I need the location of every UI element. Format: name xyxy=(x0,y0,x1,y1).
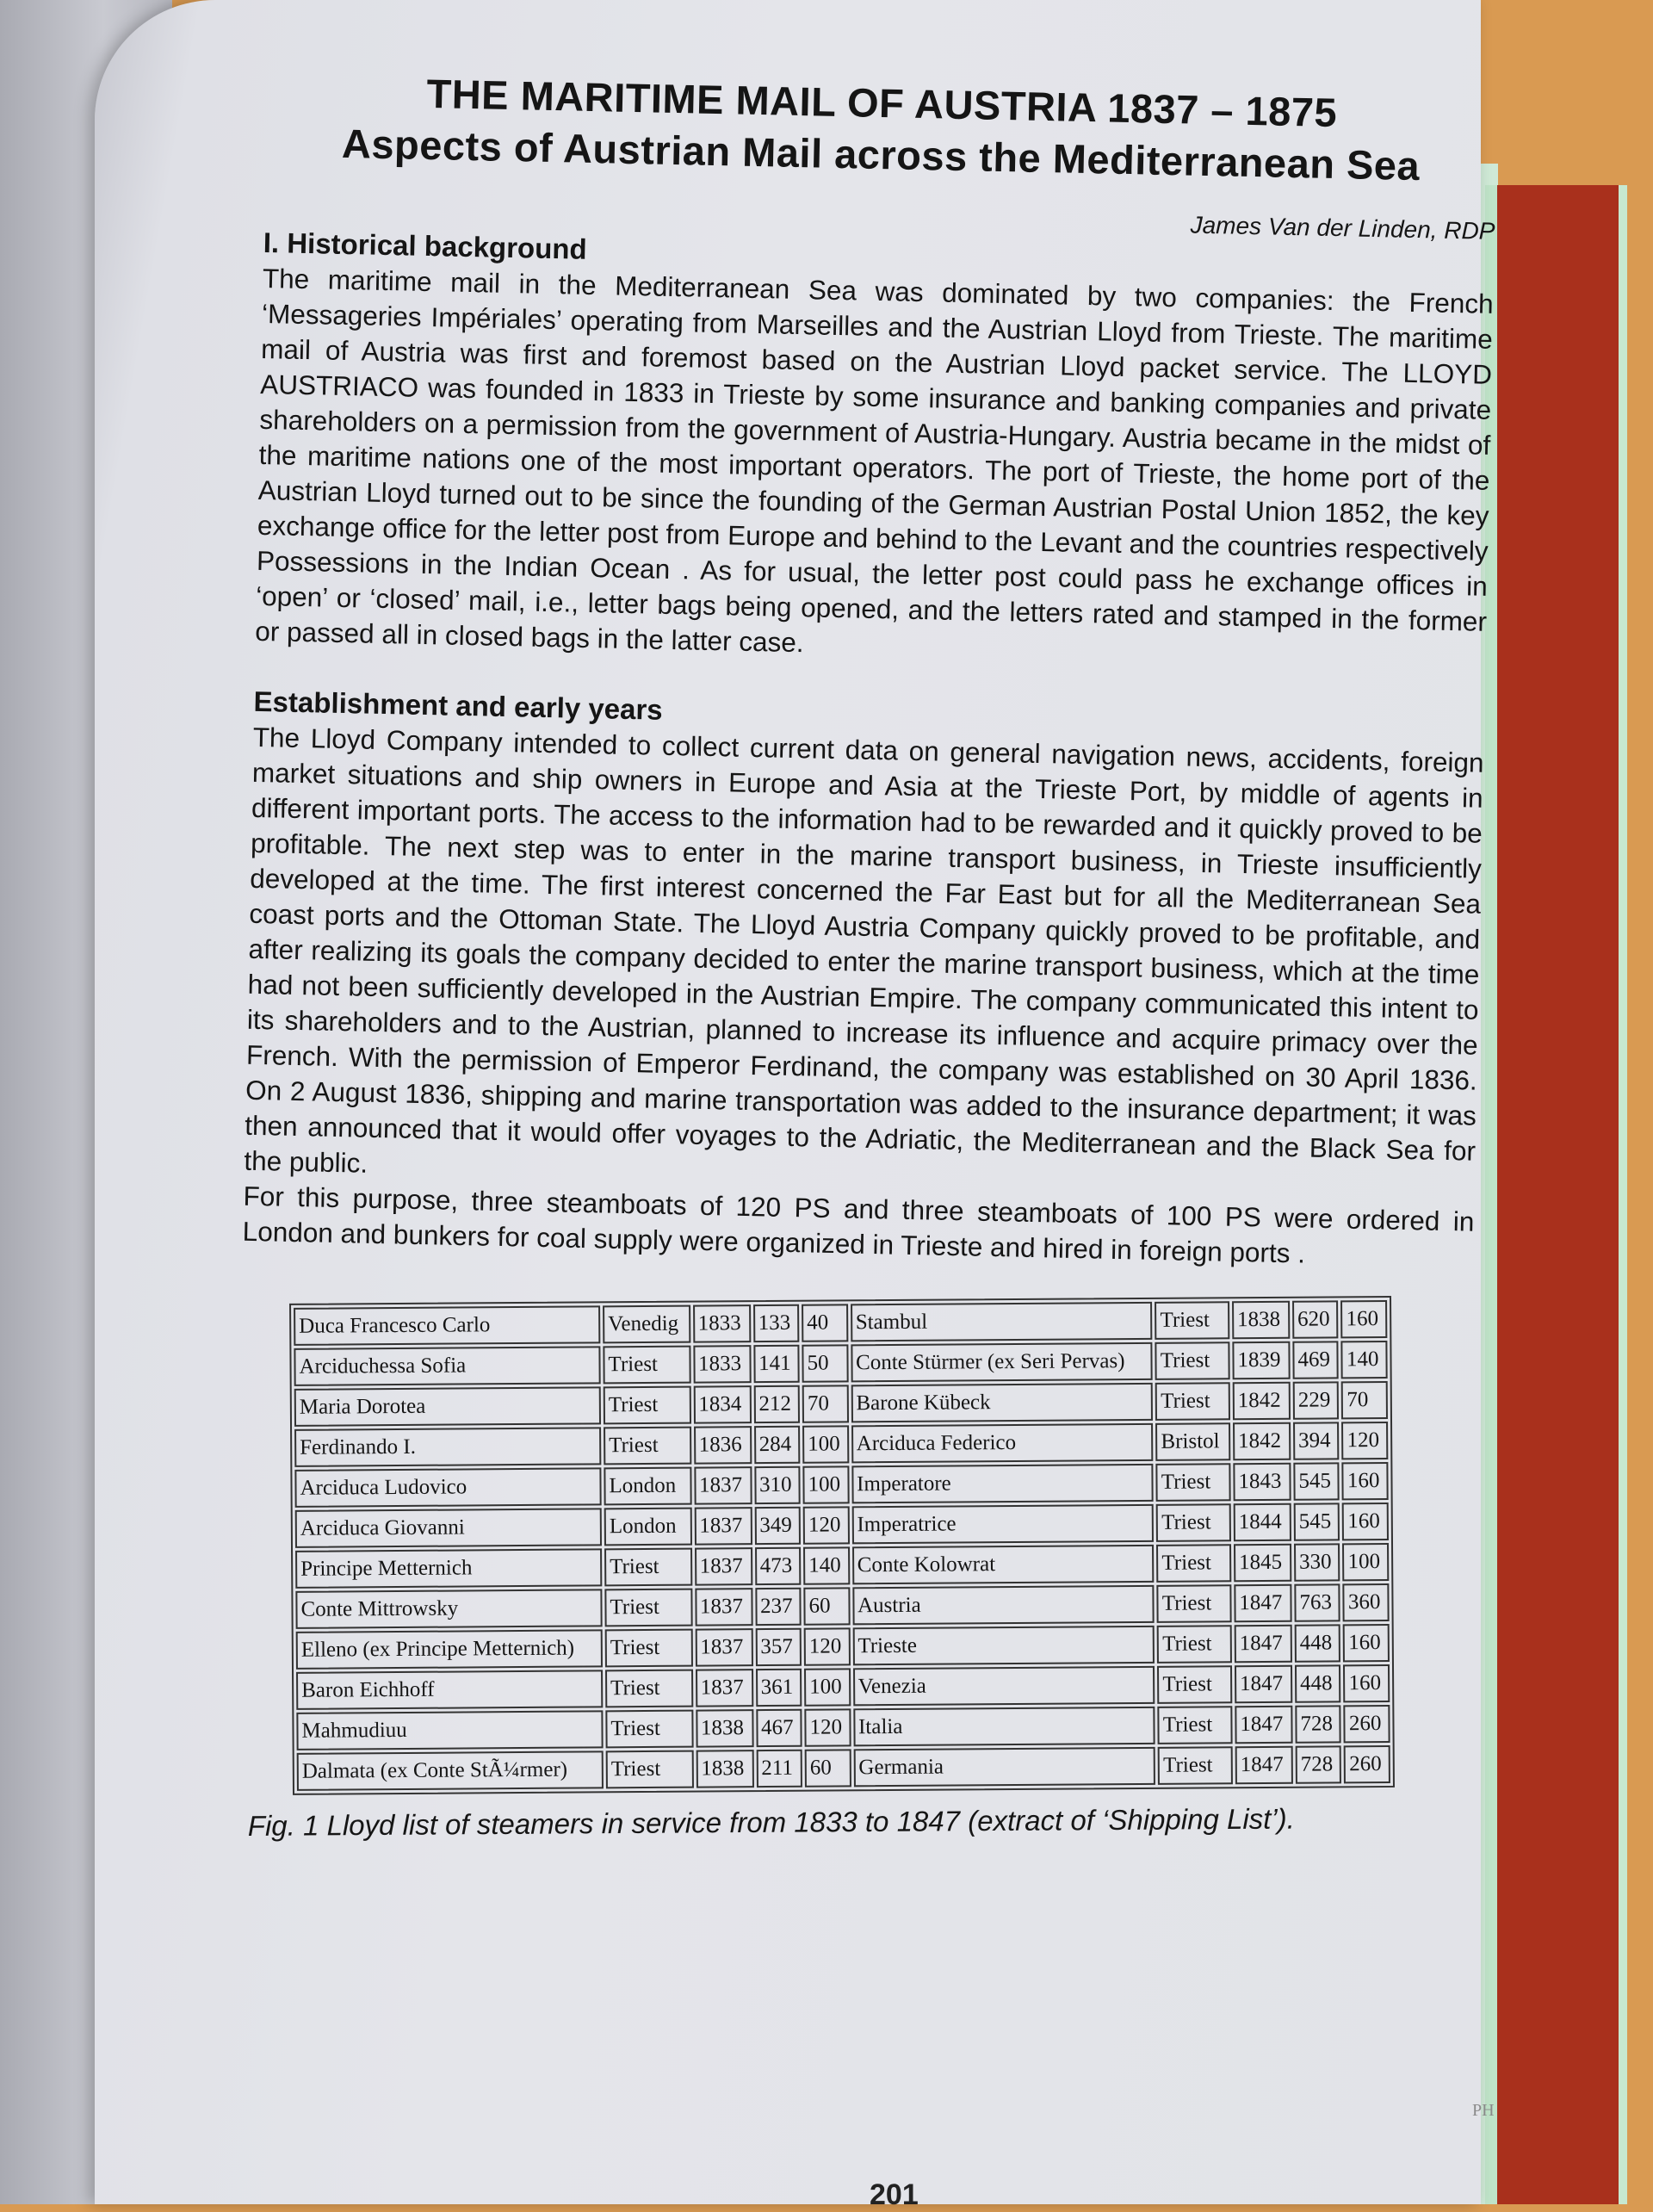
ship-origin-cell: Triest xyxy=(1157,1584,1232,1623)
section-heading-historical: I. Historical background xyxy=(263,226,588,265)
ship-name-cell: Dalmata (ex Conte StÃ¼rmer) xyxy=(297,1750,604,1790)
paragraph-establishment: The Lloyd Company intended to collect current data on general navigation news, accidents, foreign market situations and ship owners in Europe and Asia at the Trieste Port, by middle of agents in different important ports. The access to the information had to be rewarded and it quickly proved to be profitable. The next step was to enter in the marine transport business, in Trieste insufficiently developed at the time. The first interest concerned the Far East but for all the Mediterranean Sea coast ports and the Ottoman State. The Lloyd Austria Company quickly proved to be profitable, and after realizing its goals the company decided to enter the marine transport business, which at the time had not been sufficiently developed in the Austrian Empire. The company communicated this intent to its shareholders and to the Austrian, planned to increase its influence and acquire primacy over the French. With the permission of Emperor Ferdinand, the company was established on 30 April 1836. On 2 August 1836, shipping and marine transportation was added to the insurance department; it was then announced that it would offer voyages to the Adriatic, the Mediterranean and the Black Sea for the public. xyxy=(244,721,1484,1179)
ship-power-cell: 160 xyxy=(1343,1624,1390,1662)
ship-name-cell: Maria Dorotea xyxy=(294,1386,601,1426)
ship-tonnage-cell: 133 xyxy=(753,1304,800,1342)
ship-tonnage-cell: 728 xyxy=(1295,1705,1341,1743)
table-row xyxy=(294,1381,1388,1427)
ship-power-cell: 360 xyxy=(1343,1583,1390,1621)
ship-power-cell: 100 xyxy=(804,1668,851,1706)
ship-origin-cell: Triest xyxy=(1155,1341,1230,1380)
ship-power-cell: 260 xyxy=(1344,1705,1390,1743)
ship-year-cell: 1847 xyxy=(1235,1665,1292,1703)
ship-origin-cell: Triest xyxy=(604,1386,691,1425)
ship-power-cell: 60 xyxy=(805,1749,851,1787)
ship-name-cell: Germania xyxy=(853,1747,1155,1787)
table-row xyxy=(295,1503,1389,1548)
table-row xyxy=(295,1543,1389,1589)
shipping-list-table xyxy=(289,1296,1395,1795)
ship-tonnage-cell: 394 xyxy=(1293,1422,1340,1459)
ship-origin-cell: London xyxy=(604,1467,691,1506)
article-author: James Van der Linden, RDP xyxy=(1190,211,1495,245)
ship-year-cell: 1842 xyxy=(1233,1382,1291,1420)
article-title xyxy=(265,65,1498,194)
ship-year-cell: 1838 xyxy=(696,1750,753,1788)
ship-origin-cell: Triest xyxy=(1156,1463,1231,1502)
ship-name-cell: Imperatrice xyxy=(851,1504,1154,1544)
ship-origin-cell: Triest xyxy=(1157,1665,1232,1704)
ship-origin-cell: London xyxy=(604,1508,692,1546)
ship-power-cell: 40 xyxy=(802,1304,848,1341)
ship-year-cell: 1845 xyxy=(1234,1544,1291,1582)
ship-origin-cell: Triest xyxy=(604,1589,692,1627)
ship-origin-cell: Triest xyxy=(603,1346,690,1385)
ship-power-cell: 70 xyxy=(802,1385,849,1422)
figure-caption: Fig. 1 Lloyd list of steamers in service from 1833 to 1847 (extract of ‘Shipping List’). xyxy=(247,1802,1295,1842)
ship-year-cell: 1837 xyxy=(695,1547,752,1585)
table-row xyxy=(296,1624,1390,1670)
ship-power-cell: 120 xyxy=(804,1708,851,1746)
ship-origin-cell: Triest xyxy=(604,1548,692,1587)
ship-tonnage-cell: 620 xyxy=(1292,1300,1339,1338)
book-page xyxy=(95,0,1495,2211)
ship-tonnage-cell: 361 xyxy=(756,1669,802,1707)
ship-tonnage-cell: 545 xyxy=(1294,1503,1340,1540)
ship-origin-cell: Triest xyxy=(605,1670,693,1708)
ship-year-cell: 1847 xyxy=(1235,1746,1293,1784)
ship-year-cell: 1837 xyxy=(694,1507,752,1545)
shipping-list-table-wrapper xyxy=(289,1296,1395,1795)
ship-origin-cell: Triest xyxy=(1156,1544,1231,1583)
ship-power-cell: 100 xyxy=(802,1425,849,1463)
ship-tonnage-cell: 448 xyxy=(1295,1664,1341,1702)
ship-tonnage-cell: 357 xyxy=(755,1628,802,1666)
ship-origin-cell: Triest xyxy=(605,1629,693,1668)
ship-power-cell: 140 xyxy=(803,1546,850,1584)
ship-tonnage-cell: 467 xyxy=(756,1709,802,1747)
ship-year-cell: 1843 xyxy=(1233,1463,1291,1501)
ship-origin-cell: Triest xyxy=(1156,1503,1231,1542)
ship-year-cell: 1836 xyxy=(694,1426,752,1464)
ship-tonnage-cell: 728 xyxy=(1296,1745,1342,1783)
ship-year-cell: 1847 xyxy=(1234,1584,1291,1622)
ship-name-cell: Barone Kübeck xyxy=(851,1383,1153,1422)
ship-tonnage-cell: 763 xyxy=(1294,1583,1340,1621)
ship-year-cell: 1833 xyxy=(693,1345,751,1383)
ship-origin-cell: Venedig xyxy=(603,1305,690,1344)
ship-power-cell: 160 xyxy=(1342,1503,1389,1540)
ship-name-cell: Arciduca Giovanni xyxy=(295,1508,602,1547)
ship-year-cell: 1844 xyxy=(1234,1503,1291,1541)
ship-name-cell: Elleno (ex Principe Metternich) xyxy=(296,1629,603,1669)
ship-power-cell: 120 xyxy=(803,1506,850,1544)
ship-power-cell: 160 xyxy=(1342,1462,1389,1500)
ship-name-cell: Italia xyxy=(853,1707,1155,1746)
ship-power-cell: 160 xyxy=(1343,1664,1390,1702)
ship-tonnage-cell: 237 xyxy=(755,1588,802,1626)
ship-origin-cell: Triest xyxy=(604,1427,691,1465)
ship-name-cell: Mahmudiuu xyxy=(296,1710,603,1750)
ship-origin-cell: Triest xyxy=(606,1750,694,1789)
ship-name-cell: Arciduca Ludovico xyxy=(294,1467,601,1507)
shipping-list-body xyxy=(294,1300,1390,1791)
section-heading-establishment: Establishment and early years xyxy=(253,685,664,726)
ship-year-cell: 1839 xyxy=(1232,1341,1290,1379)
table-row xyxy=(294,1300,1387,1346)
ship-tonnage-cell: 349 xyxy=(754,1507,801,1545)
ship-origin-cell: Triest xyxy=(1155,1382,1230,1421)
title-line-2: Aspects of Austrian Mail across the Mediterranean Sea xyxy=(341,120,1421,189)
book-cover-spine xyxy=(1485,185,1627,2204)
ship-power-cell: 100 xyxy=(1342,1543,1389,1581)
ship-power-cell: 140 xyxy=(1341,1341,1388,1379)
ship-tonnage-cell: 229 xyxy=(1293,1381,1340,1419)
ship-power-cell: 50 xyxy=(802,1344,848,1382)
ship-tonnage-cell: 448 xyxy=(1295,1624,1341,1662)
ship-origin-cell: Triest xyxy=(1158,1746,1233,1785)
ship-tonnage-cell: 330 xyxy=(1294,1543,1340,1581)
paragraph-historical: The maritime mail in the Mediterranean Sea was dominated by two companies: the French ‘Messageries Impériales’ operating from Marseilles and the Austrian Lloyd from Trieste. The maritime mail of Austria was first and foremost based on the Austrian Lloyd packet service. The LLOYD AUSTRIACO was founded in 1833 in Trieste by some insurance and banking companies and private shareholders on a permission from the government of Austria-Hungary. Austria became in the midst of the maritime nations one of the most important operators. The port of Trieste, the home port of the Austrian Lloyd turned out to be since the founding of the German Austrian Postal Union 1852, the key exchange office for the letter post from Europe and behind to the Levant and the countries respectively Possessions in the Indian Ocean . As for usual, the letter post could pass he exchange offices in ‘open’ or ‘closed’ mail, i.e., letter bags being opened, and the letters rated and stamped in the former or passed all in closed bags in the latter case. xyxy=(254,262,1495,659)
ship-year-cell: 1837 xyxy=(696,1669,753,1707)
ship-power-cell: 100 xyxy=(802,1465,849,1503)
ship-tonnage-cell: 212 xyxy=(753,1385,800,1423)
ship-origin-cell: Triest xyxy=(1155,1301,1229,1340)
ship-tonnage-cell: 469 xyxy=(1292,1341,1339,1379)
ship-name-cell: Baron Eichhoff xyxy=(296,1670,603,1709)
ship-power-cell: 60 xyxy=(803,1587,850,1625)
ship-power-cell: 70 xyxy=(1341,1381,1388,1419)
ship-power-cell: 260 xyxy=(1344,1745,1390,1783)
ship-name-cell: Austria xyxy=(852,1585,1155,1625)
ship-name-cell: Venezia xyxy=(853,1666,1155,1706)
ship-tonnage-cell: 284 xyxy=(754,1426,801,1464)
ship-origin-cell: Triest xyxy=(1158,1706,1233,1744)
ship-name-cell: Principe Metternich xyxy=(295,1548,602,1588)
ship-name-cell: Duca Francesco Carlo xyxy=(294,1305,600,1345)
ship-tonnage-cell: 141 xyxy=(753,1345,800,1383)
table-row xyxy=(294,1341,1387,1386)
table-row xyxy=(297,1745,1390,1791)
ship-year-cell: 1833 xyxy=(693,1304,751,1342)
ship-year-cell: 1842 xyxy=(1233,1422,1291,1460)
ship-name-cell: Conte Stürmer (ex Seri Pervas) xyxy=(851,1342,1153,1382)
ship-name-cell: Trieste xyxy=(852,1626,1155,1665)
ship-origin-cell: Triest xyxy=(605,1710,693,1749)
ship-name-cell: Imperatore xyxy=(851,1464,1154,1503)
ship-name-cell: Conte Mittrowsky xyxy=(295,1589,602,1628)
ship-name-cell: Arciduchessa Sofia xyxy=(294,1346,600,1385)
ship-year-cell: 1838 xyxy=(1232,1301,1290,1339)
ship-power-cell: 160 xyxy=(1340,1300,1387,1338)
page-number: 201 xyxy=(870,2178,919,2211)
ship-year-cell: 1837 xyxy=(694,1466,752,1504)
table-row xyxy=(296,1705,1390,1750)
ship-name-cell: Ferdinando I. xyxy=(294,1427,601,1466)
page-content xyxy=(223,65,1497,2173)
table-row xyxy=(295,1583,1389,1629)
ship-name-cell: Arciduca Federico xyxy=(851,1423,1154,1463)
ship-year-cell: 1834 xyxy=(693,1385,751,1423)
ship-tonnage-cell: 310 xyxy=(754,1466,801,1504)
table-row xyxy=(294,1462,1388,1508)
ship-origin-cell: Bristol xyxy=(1155,1422,1230,1461)
ship-year-cell: 1838 xyxy=(696,1709,753,1747)
table-row xyxy=(296,1664,1390,1710)
paragraph-steamboats: For this purpose, three steamboats of 120 PS and three steamboats of 100 PS were ordered in London and bunkers for coal supply were organized in Trieste and hired in foreign ports . xyxy=(242,1180,1475,1269)
ship-name-cell: Conte Kolowrat xyxy=(852,1545,1155,1584)
ship-power-cell: 120 xyxy=(1341,1422,1388,1459)
ship-tonnage-cell: 211 xyxy=(756,1750,802,1788)
publisher-emblem: PH xyxy=(1472,2101,1495,2120)
ship-tonnage-cell: 473 xyxy=(755,1547,802,1585)
ship-tonnage-cell: 545 xyxy=(1293,1462,1340,1500)
ship-name-cell: Stambul xyxy=(851,1302,1153,1341)
ship-year-cell: 1847 xyxy=(1235,1706,1292,1744)
ship-origin-cell: Triest xyxy=(1157,1625,1232,1664)
ship-year-cell: 1847 xyxy=(1235,1625,1292,1663)
ship-year-cell: 1837 xyxy=(695,1588,752,1626)
table-row xyxy=(294,1422,1388,1467)
ship-year-cell: 1837 xyxy=(695,1628,752,1666)
title-line-1: THE MARITIME MAIL OF AUSTRIA 1837 – 1875 xyxy=(426,70,1338,136)
ship-power-cell: 120 xyxy=(804,1627,851,1665)
